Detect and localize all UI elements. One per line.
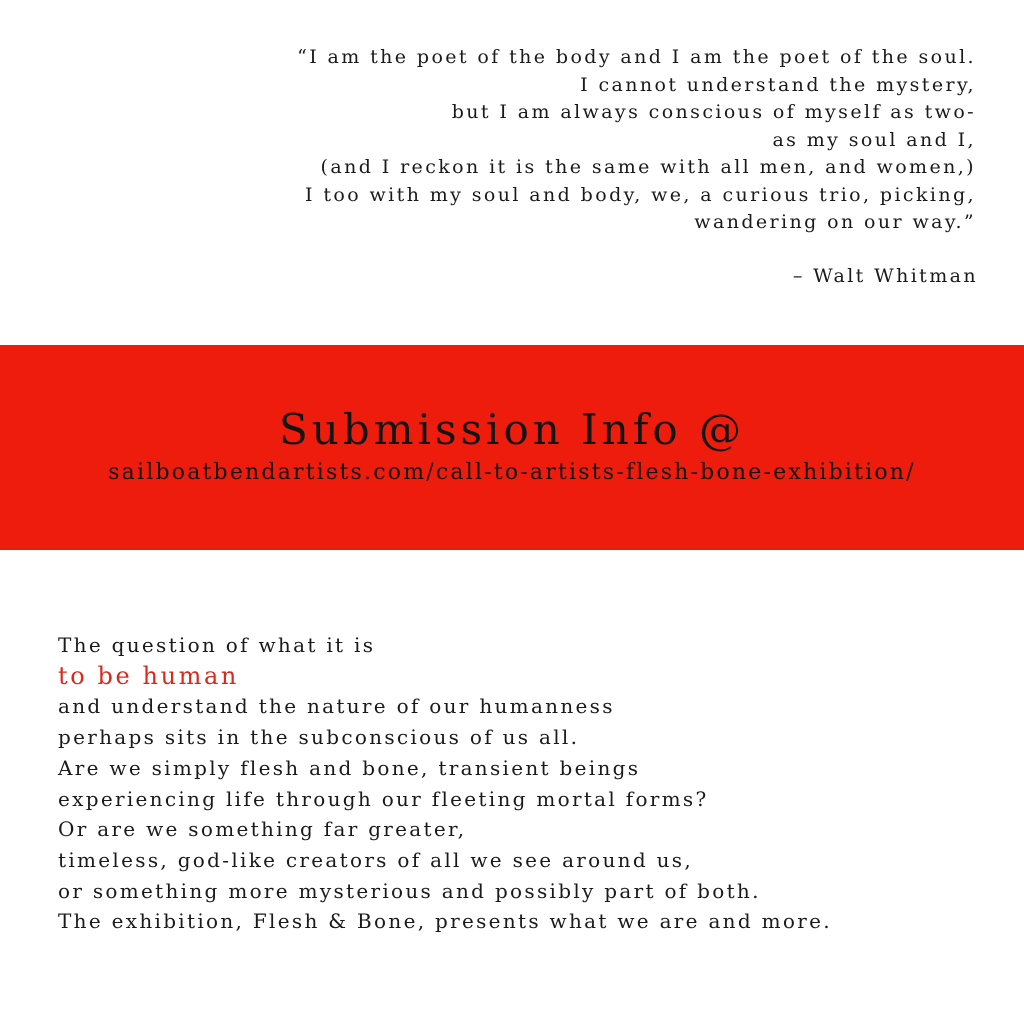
quote-line: as my soul and I,	[772, 128, 976, 151]
description-line: Are we simply flesh and bone, transient beings	[58, 755, 641, 780]
description-line: perhaps sits in the subconscious of us all.	[58, 725, 580, 750]
description-line: The exhibition, Flesh & Bone, presents what we are and more.	[58, 909, 832, 934]
submission-title: Submission Info @	[278, 405, 745, 454]
quote-attribution: – Walt Whitman	[792, 265, 978, 287]
submission-url[interactable]: sailboatbendartists.com/call-to-artists-flesh-bone-exhibition/	[108, 460, 916, 485]
quote-line: I too with my soul and body, we, a curious trio, picking,	[305, 183, 976, 206]
description-line: Or are we something far greater,	[58, 817, 467, 842]
whitman-quote	[76, 44, 976, 237]
quote-line: I cannot understand the mystery,	[580, 73, 976, 96]
quote-line: wandering on our way.”	[694, 211, 976, 233]
description-line: timeless, god-like creators of all we see around us,	[58, 847, 694, 872]
highlight-phrase: to be human	[58, 661, 239, 690]
description-line: or something more mysterious and possibly part of both.	[58, 878, 761, 903]
description-line: The question of what it is	[58, 633, 376, 657]
description-line: experiencing life through our fleeting mortal forms?	[58, 786, 709, 811]
description-line: and understand the nature of our humanness	[58, 694, 615, 719]
quote-line: “I am the poet of the body and I am the poet of the soul.	[297, 46, 976, 68]
quote-line: but I am always conscious of myself as two-	[451, 101, 976, 123]
quote-line: (and I reckon it is the same with all men, and women,)	[320, 156, 976, 178]
exhibition-description	[58, 630, 998, 937]
